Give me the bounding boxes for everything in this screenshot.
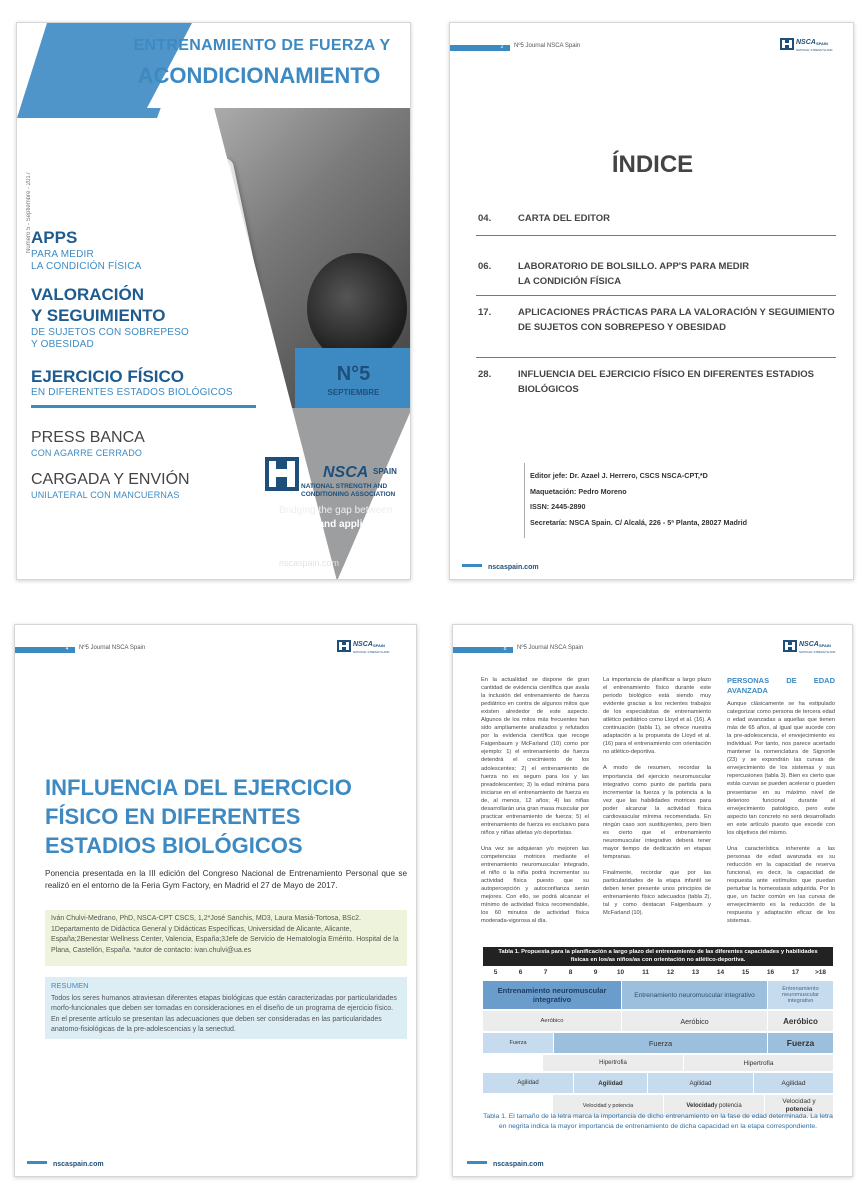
credit-editor: Editor jefe: Dr. Azael J. Herrero, CSCS NSCA-CPT,*D [530, 471, 708, 480]
age-cell: 16 [766, 969, 775, 976]
index-entry-num: 04. [478, 213, 492, 224]
planning-table [483, 947, 833, 1118]
table-cell: Aeróbico [483, 1011, 621, 1031]
index-rule [476, 295, 836, 296]
footer-bar [27, 1161, 47, 1164]
footer-url[interactable]: nscaspain.com [53, 1161, 104, 1168]
age-cell: 7 [543, 969, 548, 976]
cover-divider [31, 405, 256, 408]
age-cell: 8 [568, 969, 573, 976]
age-cell: 10 [616, 969, 625, 976]
age-cell: 12 [666, 969, 675, 976]
table-cell: Entrenamiento neuromuscular integrativo [483, 981, 621, 1009]
nsca-mark-icon [337, 640, 351, 652]
cover-title-line1: ENTRENAMIENTO DE FUERZA Y [133, 37, 391, 54]
authors: Iván Chulvi-Medrano, PhD, NSCA-CPT CSCS, 1,2*José Sanchis, MD3, Laura Masiá-Tortosa, BSc2. [51, 915, 361, 922]
nsca-header-logo: NSCA SPAIN NATIONAL STRENGTH AND [780, 38, 794, 50]
table-row [483, 1072, 833, 1094]
running-header: Nº5 Journal NSCA Spain [514, 43, 581, 49]
cargada-title: CARGADA Y ENVIÓN [31, 471, 190, 488]
table-cell: Agilidad [574, 1073, 647, 1093]
table-cell: Agilidad [648, 1073, 753, 1093]
age-cell: 6 [518, 969, 523, 976]
footer-bar [462, 564, 482, 567]
paragraph: Aunque clásicamente se ha estipulado categorizar como persona de tercera edad o edad avanzadas a aquellas que tienen más de 65 años, al igual que sucede con la pre-adolescencia, el envejecimiento es individual. Por tanto, nos parece acertado mantener la nomenclatura de Signorile (23) y se expondrán las curvas de envejecimiento de los sistemas y sus repercusiones (tabla 3). Bien es cierto que estás curvas se pueden acelerar o pueden presentarse en su máximo nivel de deterioro funcional durante el envejecimiento patológico, pero este aspecto tan concreto no será desarrollado en este artículo puesto que excede con los objetivos del mismo. [727, 701, 835, 836]
nsca-header-logo: NSCA SPAIN NATIONAL STRENGTH AND [783, 640, 797, 652]
index-entry-num: 28. [478, 369, 492, 380]
press-title: PRESS BANCA [31, 429, 145, 446]
tagline2: science and application [279, 519, 392, 530]
table-row [483, 1010, 833, 1032]
abstract-text: Todos los seres humanos atraviesan diferentes etapas biológicas que están caracterizadas por particularidades morfo-funcionales que deben ser tomadas en consideraciones en el diseño de un programa de ejercicio físico. En el presente artículo se presentan las adecuaciones que deben ser consideradas en las particularidades anatomo-fisiológicas de la pre-adolescencias y la senectud. [51, 994, 397, 1033]
page-number: 4 [65, 646, 69, 652]
paragraph: La importancia de planificar a largo plazo el entrenamiento físico durante este periodo biológico está siendo muy evidente gracias a los recientes trabajos de los especialistas de entrenamiento atlético pediátrico como Lloyd et al. (16). A continuación (tabla 1), se ofrece nuestra adaptación a la propuesta de Lloyd et al. (16) para el entrenamiento con orientación no atlético-deportiva. [603, 677, 711, 756]
running-header: Nº5 Journal NSCA Spain [79, 645, 146, 651]
paragraph: En la actualidad se dispone de gran cantidad de evidencia científica que avala la inclusión del entrenamiento de fuerza pediátrico en contra de algunos mitos que existen alrededor de este aspecto. Algunos de los mitos más frecuentes han sido ampliamente analizados y refutados por la evidencia científica que recoge Faigenbaum y McFarland (10) como por ejemplo: 1) el entrenamiento de fuerza detendrá el crecimiento de los adolescentes; 2) el entrenamiento de fuerza no es seguro para los y las preadolescentes; 3) la edad mínima para iniciarse en el entrenamiento de fuerza es de, al menos, 12 años; 4) las niñas desarrollarán una gran masa muscular por practicar entrenamiento de fuerza; 5) el entrenamiento de fuerza es exclusivo para niños y niñas atletas y/o deportistas. [481, 677, 589, 836]
table-cell: Fuerza [483, 1033, 553, 1053]
table-cell: Aeróbico [768, 1011, 833, 1031]
credit-issn: ISSN: 2445-2890 [530, 502, 586, 511]
table-cell: Fuerza [768, 1033, 833, 1053]
index-rule [476, 357, 836, 358]
page-number: 8 [503, 646, 507, 652]
page-number: 2 [500, 44, 504, 50]
nsca-sub1: NATIONAL STRENGTH AND [301, 483, 388, 490]
index-title: ÍNDICE [611, 151, 694, 178]
index-entry-link[interactable]: APLICACIONES PRÁCTICAS PARA LA VALORACIÓN Y SEGUIMIENTO DE SUJETOS CON SOBREPESO Y OBESIDAD [518, 307, 835, 333]
press-sub: CON AGARRE CERRADO [31, 448, 143, 458]
paragraph: A modo de resumen, recordar la importancia del ejercicio neuromuscular integrativo como punto de partida para incrementar la fuerza y la potencia a la vez que las habilidades motrices para poder alcanzar la actividad física cardiovascular mínima recomendada. En ningún caso son sustituyentes, pero bien es cierto que el entrenamiento neuromuscular integrativo deberá tener mayor tiempo de dedicación en etapas tempranas. [603, 765, 711, 860]
age-cell: 9 [593, 969, 598, 976]
age-cell: >18 [814, 969, 827, 976]
apps-title: APPS [31, 228, 78, 247]
credits [530, 471, 850, 533]
table-cell: Velocidad y potencia [664, 1095, 764, 1117]
table-cell: Entrenamiento neuromuscular integrativo [622, 981, 767, 1009]
cover-side-text: Número 5 - Septiembre - 2017 [26, 171, 32, 253]
text-page[interactable] [452, 624, 853, 1177]
index-page[interactable] [449, 22, 854, 580]
paragraph: Una vez se adquieran y/o mejoren las competencias motrices mediante el entrenamiento neuromuscular integrado, el niño o la niña podrá incrementar su actividad física puesto que su autopercepción y autoconfianza serán mejores. Con ello, se podrá alcanzar el mínimo de actividad física recomendable, los 60 minutos de actividad física moderada-vigorosa al día. [481, 845, 589, 925]
nsca-mark-icon [780, 38, 794, 50]
index-entry-link[interactable]: INFLUENCIA DEL EJERCICIO FÍSICO EN DIFERENTES ESTADIOS BIOLÓGICOS [518, 369, 814, 395]
cover-url[interactable]: nscaspain.com [279, 558, 340, 568]
affiliations: 1Departamento de Didáctica General y Didácticas Específicas, Universidad de Alicante, Alicante, España;2Benestar Wellness Center, Valencia, España;3Jefe de Servicio de Hematología Emérito. Hospital de la Plana, Castellón, España. *autor de contacto: ivan.chulvi@ua.es [51, 925, 399, 954]
apps-sub1: PARA MEDIR [31, 249, 94, 260]
nsca-spain: SPAIN [373, 467, 397, 476]
table-cell: Agilidad [483, 1073, 573, 1093]
table-row [483, 1054, 833, 1072]
issue-number: N°5 [336, 363, 371, 385]
text-column-2 [603, 676, 711, 925]
section-heading: PERSONAS DE EDAD AVANZADA [727, 676, 835, 695]
table-cell: Hipertrofia [543, 1055, 683, 1071]
tagline1: Bridging the gap between [279, 505, 393, 516]
index-entry-link[interactable]: CARTA DEL EDITOR [518, 213, 611, 224]
paragraph: Finalmente, recordar que por las particularidades de la etapa infantil se deben tener presente unos principios de entrenamiento físico adecuados (tabla 2), tal y como destacan Faigenbaum y McFarland (10). [603, 870, 711, 917]
footer-url[interactable]: nscaspain.com [488, 564, 539, 571]
valoracion-sub1: DE SUJETOS CON SOBREPESO [31, 327, 189, 338]
table-cell: Aeróbico [622, 1011, 767, 1031]
age-cell: 13 [691, 969, 700, 976]
index-rule [476, 235, 836, 236]
credits-rule [524, 463, 525, 538]
cover-page[interactable] [16, 22, 411, 580]
age-cell: 11 [642, 969, 649, 976]
age-cell: 15 [741, 969, 750, 976]
paragraph: Una característica inherente a las personas de edad avanzada es su reducción en la capacidad de reserva funcional, es decir, la capacidad de respuesta ante estímulos que puedan perturbar la homeostasis adquirida. Por lo que, un factor común en las curvas de envejecimiento es la reducción de la respuesta y adaptación eficaz de los sistemas. [727, 845, 835, 925]
table-row [483, 980, 833, 1010]
credit-layout: Maquetación: Pedro Moreno [530, 486, 627, 496]
nsca-header-logo: NSCA SPAIN NATIONAL STRENGTH AND [337, 640, 351, 652]
abstract-label: RESUMEN [51, 981, 89, 990]
table-cell: Agilidad [754, 1073, 833, 1093]
article-page[interactable] [14, 624, 417, 1177]
age-header-row [483, 966, 833, 980]
ejercicio-title: EJERCICIO FÍSICO [31, 367, 185, 386]
credit-secretary: Secretaría: NSCA Spain. C/ Alcalá, 226 - 5ª Planta, 28027 Madrid [530, 517, 748, 527]
text-column-1 [481, 676, 589, 933]
index-entry-link[interactable]: LABORATORIO DE BOLSILLO. APP'S PARA MEDIR LA CONDICIÓN FÍSICA [518, 261, 750, 287]
footer-url[interactable]: nscaspain.com [493, 1161, 544, 1168]
cover-title-line2: ACONDICIONAMIENTO [137, 63, 381, 88]
valoracion-title1: VALORACIÓN [31, 285, 145, 304]
valoracion-sub2: Y OBESIDAD [31, 339, 94, 350]
text-column-3 [727, 676, 835, 933]
apps-sub2: LA CONDICIÓN FÍSICA [31, 261, 142, 272]
valoracion-title2: Y SEGUIMIENTO [31, 306, 166, 325]
table-cell: Velocidad y potencia [765, 1095, 833, 1117]
running-header: Nº5 Journal NSCA Spain [517, 645, 584, 651]
table-caption: Tabla 1. El tamaño de la letra marca la importancia de dicho entrenamiento en la fase de edad determinada. La letra en negrita indica la mayor importancia de entrenamiento de dicha capacidad en la etapa correspondiente. [483, 1113, 833, 1130]
table-cell: Velocidad y potencia [553, 1095, 663, 1117]
footer-bar [467, 1161, 487, 1164]
issue-month: SEPTIEMBRE [327, 388, 380, 397]
index-entry-num: 17. [478, 307, 492, 318]
nsca-sub2: CONDITIONING ASSOCIATION [301, 491, 396, 498]
nsca-mark-icon [783, 640, 797, 652]
table-cell: Entrenamiento neuromuscular integrativo [768, 981, 833, 1009]
article-title: INFLUENCIA DEL EJERCICIO FÍSICO EN DIFERENTES ESTADIOS BIOLÓGICOS [45, 775, 352, 858]
authors-box [45, 910, 407, 966]
ejercicio-sub: EN DIFERENTES ESTADOS BIOLÓGICOS [31, 387, 233, 398]
nsca-wordmark: NSCA [323, 464, 369, 481]
age-cell: 14 [716, 969, 725, 976]
cargada-sub: UNILATERAL CON MANCUERNAS [31, 490, 180, 500]
article-intro: Ponencia presentada en la III edición del Congreso Nacional de Entrenamiento Personal que se realizó en el entorno de la Feria Gym Factory, en Madrid el 27 de Mayo de 2017. [45, 869, 407, 890]
table-row [483, 1032, 833, 1054]
abstract-box [45, 977, 407, 1039]
age-cell: 5 [493, 969, 498, 976]
table-cell: Hipertrofia [684, 1055, 833, 1071]
table-cell: Fuerza [554, 1033, 767, 1053]
index-entry-num: 06. [478, 261, 492, 272]
table-title: Tabla 1. Propuesta para la planificación a largo plazo del entrenamiento de las diferentes capacidades y habilidades físicas en los/as niños/as con orientación no atlético-deportiva. [483, 947, 833, 966]
age-cell: 17 [791, 969, 800, 976]
